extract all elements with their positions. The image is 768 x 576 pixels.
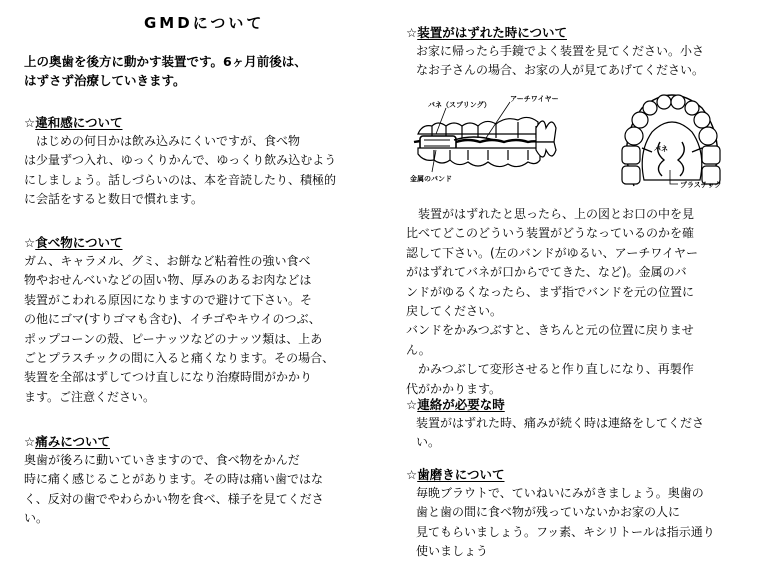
section-discomfort xyxy=(24,114,364,210)
side-view-drawing xyxy=(414,117,556,166)
section-body: お家に帰ったら手鏡でよく装置を見てください。小さ なお子さんの場合、お家の人が見てあげてください。 xyxy=(416,44,705,78)
section-brushing xyxy=(406,466,754,562)
document-title: GMDについて xyxy=(144,14,265,32)
star-icon: ☆ xyxy=(406,467,418,482)
section-body: ガム、キャラメル、グミ、お餅など粘着性の強い食べ 物やおせんべいなどの固い物、厚みのあるお肉などは 装置がこわれる原因になりますので避けて下さい。そ の他にゴマ(すりゴマも含む)、イチゴやキウイのつぶ、 ポップコーンの殻、ピーナッツなどのナッツ類は、上あ ごとプラスチックの間に入ると痛くなります。その場合、 装置を全部はずしてつけ直しになり治療時間がかかり ます。ご注意ください。 xyxy=(24,254,335,404)
appliance-figure xyxy=(406,88,754,196)
section-detached-detail xyxy=(406,205,754,399)
heading-text: 食べ物について xyxy=(35,235,123,250)
star-icon: ☆ xyxy=(406,25,418,40)
section-heading xyxy=(406,396,754,414)
label-metal-band: 金属のバンド xyxy=(410,175,452,183)
section-contact xyxy=(406,396,754,453)
intro-text: 上の奥歯を後方に動かす装置です。6ヶ月前後は、 はずさず治療していきます。 xyxy=(24,54,307,88)
section-body: 奥歯が後ろに動いていきますので、食べ物をかんだ 時に痛く感じることがあります。その時は痛い歯ではな く、反対の歯でやわらかい物を食べ、様子を見てくださ い。 xyxy=(24,453,324,526)
section-body: はじめの何日かは飲み込みにくいですが、食べ物 は少量ずつ入れ、ゆっくりかんで、ゆっくり飲み込むよう にしましょう。話しづらいのは、本を音読したり、積極的 に会話をすると数日で慣れます。 xyxy=(24,134,337,207)
heading-text: 違和感について xyxy=(35,115,123,130)
section-food xyxy=(24,234,364,407)
occlusal-view-drawing xyxy=(622,95,720,186)
star-icon: ☆ xyxy=(24,115,36,130)
star-icon: ☆ xyxy=(406,397,418,412)
section-heading xyxy=(24,114,364,132)
section-heading xyxy=(24,433,364,451)
star-icon: ☆ xyxy=(24,235,36,250)
label-plastic: プラスチック xyxy=(680,181,722,189)
label-arch-wire: アーチワイヤー xyxy=(510,95,559,103)
heading-text: 歯磨きについて xyxy=(417,467,505,482)
section-heading xyxy=(24,234,364,252)
section-pain xyxy=(24,433,364,529)
heading-text: 痛みについて xyxy=(35,434,110,449)
appliance-diagram xyxy=(406,88,754,196)
section-body: 毎晩ブラウトで、ていねいにみがきましょう。奥歯の 歯と歯の間に食べ物が残っていないかお家の人に 見てもらいましょう。フッ素、キシリトールは指示通り 使いましょう xyxy=(416,486,715,559)
star-icon: ☆ xyxy=(24,434,36,449)
label-spring-top: バネ xyxy=(654,145,668,153)
section-body: 装置がはずれた時、痛みが続く時は連絡をしてくださ い。 xyxy=(416,416,705,450)
section-heading xyxy=(406,24,754,42)
section-heading xyxy=(406,466,754,484)
section-body: 装置がはずれたと思ったら、上の図とお口の中を見 比べてどこのどういう装置がどうなっているのかを確 認して下さい。(左のバンドがゆるい、アーチワイヤー がはずれてバネが口からでてきた、など)。金属のバ ンドがゆるくなったら、まず指でバンドを元の位置に 戻してください。 バンドをかみつぶすと、きちんと元の位置に戻りませ ん。 かみつぶして変形させると作り直しになり、再製作 代がかかります。 xyxy=(406,207,698,396)
heading-text: 装置がはずれた時について xyxy=(417,25,567,40)
section-detached xyxy=(406,24,754,81)
label-spring: バネ（スプリング） xyxy=(428,101,491,109)
heading-text: 連絡が必要な時 xyxy=(417,397,505,412)
